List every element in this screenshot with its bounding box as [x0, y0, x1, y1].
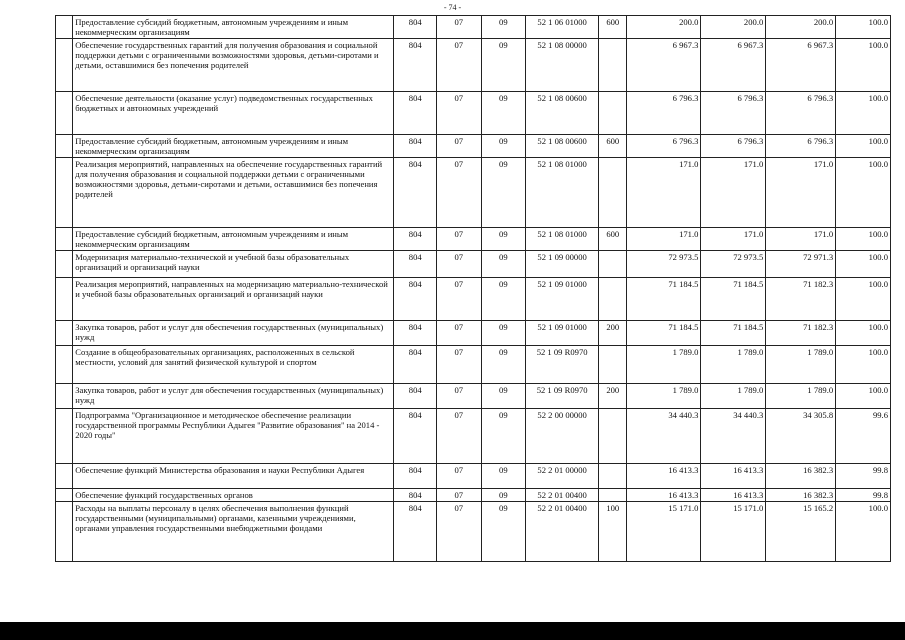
row-executed-amount: 34 305.8	[766, 409, 836, 464]
row-target-article: 52 2 00 00000	[526, 409, 599, 464]
row-section: 07	[436, 464, 481, 489]
table-row	[56, 228, 891, 251]
row-refined-amount: 15 171.0	[701, 502, 766, 562]
row-subsection: 09	[481, 346, 526, 384]
row-refined-amount: 71 184.5	[701, 321, 766, 346]
row-executed-amount: 6 967.3	[766, 39, 836, 92]
row-executed-amount: 171.0	[766, 158, 836, 228]
row-executed-amount: 6 796.3	[766, 135, 836, 158]
row-refined-amount: 6 796.3	[701, 135, 766, 158]
row-plan-amount: 6 796.3	[627, 92, 701, 135]
row-refined-amount: 171.0	[701, 228, 766, 251]
row-name: Модернизация материально-технической и учебной базы образовательных организаций и организаций науки	[73, 251, 394, 278]
row-percent: 100.0	[836, 158, 891, 228]
row-expense-type	[599, 489, 627, 502]
row-refined-amount: 16 413.3	[701, 489, 766, 502]
row-name: Обеспечение функций государственных органов	[73, 489, 394, 502]
row-margin-cell	[56, 346, 73, 384]
table-row	[56, 502, 891, 562]
table-row	[56, 384, 891, 409]
row-executed-amount: 171.0	[766, 228, 836, 251]
row-section: 07	[436, 16, 481, 39]
row-margin-cell	[56, 278, 73, 321]
row-section: 07	[436, 384, 481, 409]
row-expense-type	[599, 278, 627, 321]
row-section: 07	[436, 278, 481, 321]
row-target-article: 52 1 09 R0970	[526, 384, 599, 409]
table-row	[56, 409, 891, 464]
row-plan-amount: 1 789.0	[627, 384, 701, 409]
row-plan-amount: 16 413.3	[627, 464, 701, 489]
row-executed-amount: 72 971.3	[766, 251, 836, 278]
row-refined-amount: 171.0	[701, 158, 766, 228]
row-section: 07	[436, 92, 481, 135]
row-ved: 804	[394, 158, 437, 228]
table-row	[56, 489, 891, 502]
row-percent: 100.0	[836, 228, 891, 251]
row-plan-amount: 6 967.3	[627, 39, 701, 92]
row-percent: 100.0	[836, 251, 891, 278]
row-plan-amount: 15 171.0	[627, 502, 701, 562]
row-ved: 804	[394, 278, 437, 321]
row-executed-amount: 71 182.3	[766, 278, 836, 321]
row-subsection: 09	[481, 502, 526, 562]
row-ved: 804	[394, 464, 437, 489]
row-name: Расходы на выплаты персоналу в целях обеспечения выполнения функций государственными (муниципальными) органами, казенными учреждениями, органами управления государственными внебюджетными фондами	[73, 502, 394, 562]
row-subsection: 09	[481, 228, 526, 251]
row-target-article: 52 1 09 01000	[526, 321, 599, 346]
row-name: Предоставление субсидий бюджетным, автономным учреждениям и иным некоммерческим организациям	[73, 228, 394, 251]
row-plan-amount: 71 184.5	[627, 321, 701, 346]
row-expense-type: 600	[599, 228, 627, 251]
row-ved: 804	[394, 16, 437, 39]
row-executed-amount: 16 382.3	[766, 464, 836, 489]
row-ved: 804	[394, 39, 437, 92]
row-ved: 804	[394, 135, 437, 158]
row-name: Обеспечение государственных гарантий для получения образования и социальной поддержки детьми с ограниченными возможностями здоровья, детьми-сиротами и детьми, оставшимися без попечения родителей	[73, 39, 394, 92]
row-percent: 100.0	[836, 278, 891, 321]
row-section: 07	[436, 228, 481, 251]
row-margin-cell	[56, 502, 73, 562]
table-row	[56, 92, 891, 135]
row-target-article: 52 2 01 00000	[526, 464, 599, 489]
row-section: 07	[436, 346, 481, 384]
row-expense-type: 600	[599, 135, 627, 158]
row-name: Обеспечение функций Министерства образования и науки Республики Адыгея	[73, 464, 394, 489]
row-section: 07	[436, 135, 481, 158]
row-refined-amount: 1 789.0	[701, 384, 766, 409]
row-expense-type: 200	[599, 384, 627, 409]
row-section: 07	[436, 502, 481, 562]
row-executed-amount: 1 789.0	[766, 384, 836, 409]
row-section: 07	[436, 158, 481, 228]
row-plan-amount: 200.0	[627, 16, 701, 39]
row-margin-cell	[56, 251, 73, 278]
row-name: Реализация мероприятий, направленных на модернизацию материально-технической и учебной базы образовательных организаций и организаций науки	[73, 278, 394, 321]
row-target-article: 52 1 09 R0970	[526, 346, 599, 384]
row-refined-amount: 6 967.3	[701, 39, 766, 92]
row-section: 07	[436, 251, 481, 278]
row-subsection: 09	[481, 489, 526, 502]
row-name: Обеспечение деятельности (оказание услуг) подведомственных государственных бюджетных и автономных учреждений	[73, 92, 394, 135]
row-ved: 804	[394, 321, 437, 346]
row-subsection: 09	[481, 92, 526, 135]
table-row	[56, 39, 891, 92]
row-refined-amount: 6 796.3	[701, 92, 766, 135]
table-row	[56, 251, 891, 278]
row-section: 07	[436, 489, 481, 502]
row-margin-cell	[56, 92, 73, 135]
row-margin-cell	[56, 228, 73, 251]
row-refined-amount: 200.0	[701, 16, 766, 39]
row-percent: 99.8	[836, 489, 891, 502]
row-executed-amount: 1 789.0	[766, 346, 836, 384]
row-margin-cell	[56, 321, 73, 346]
row-target-article: 52 1 08 00600	[526, 92, 599, 135]
row-ved: 804	[394, 92, 437, 135]
row-section: 07	[436, 39, 481, 92]
row-target-article: 52 2 01 00400	[526, 502, 599, 562]
scan-border	[0, 622, 905, 640]
row-plan-amount: 34 440.3	[627, 409, 701, 464]
row-expense-type: 200	[599, 321, 627, 346]
row-ved: 804	[394, 228, 437, 251]
row-name: Предоставление субсидий бюджетным, автономным учреждениям и иным некоммерческим организациям	[73, 135, 394, 158]
row-executed-amount: 15 165.2	[766, 502, 836, 562]
row-name: Закупка товаров, работ и услуг для обеспечения государственных (муниципальных) нужд	[73, 384, 394, 409]
row-margin-cell	[56, 489, 73, 502]
row-expense-type	[599, 464, 627, 489]
row-margin-cell	[56, 16, 73, 39]
row-target-article: 52 1 09 01000	[526, 278, 599, 321]
row-percent: 100.0	[836, 16, 891, 39]
row-subsection: 09	[481, 409, 526, 464]
row-ved: 804	[394, 409, 437, 464]
row-ved: 804	[394, 251, 437, 278]
row-margin-cell	[56, 384, 73, 409]
row-plan-amount: 171.0	[627, 158, 701, 228]
row-target-article: 52 1 08 01000	[526, 228, 599, 251]
row-executed-amount: 6 796.3	[766, 92, 836, 135]
row-section: 07	[436, 409, 481, 464]
table-row	[56, 346, 891, 384]
row-subsection: 09	[481, 16, 526, 39]
row-plan-amount: 171.0	[627, 228, 701, 251]
row-plan-amount: 71 184.5	[627, 278, 701, 321]
row-executed-amount: 200.0	[766, 16, 836, 39]
row-percent: 99.8	[836, 464, 891, 489]
row-expense-type	[599, 92, 627, 135]
row-name: Закупка товаров, работ и услуг для обеспечения государственных (муниципальных) нужд	[73, 321, 394, 346]
row-refined-amount: 1 789.0	[701, 346, 766, 384]
row-refined-amount: 16 413.3	[701, 464, 766, 489]
row-plan-amount: 16 413.3	[627, 489, 701, 502]
row-expense-type	[599, 409, 627, 464]
row-margin-cell	[56, 135, 73, 158]
row-margin-cell	[56, 409, 73, 464]
row-refined-amount: 71 184.5	[701, 278, 766, 321]
row-expense-type	[599, 251, 627, 278]
row-subsection: 09	[481, 278, 526, 321]
row-percent: 100.0	[836, 321, 891, 346]
row-executed-amount: 71 182.3	[766, 321, 836, 346]
row-ved: 804	[394, 384, 437, 409]
table-row	[56, 278, 891, 321]
row-subsection: 09	[481, 464, 526, 489]
row-percent: 100.0	[836, 384, 891, 409]
row-percent: 100.0	[836, 92, 891, 135]
row-section: 07	[436, 321, 481, 346]
row-refined-amount: 72 973.5	[701, 251, 766, 278]
page-number: - 74 -	[443, 3, 462, 12]
row-margin-cell	[56, 39, 73, 92]
row-plan-amount: 1 789.0	[627, 346, 701, 384]
row-executed-amount: 16 382.3	[766, 489, 836, 502]
table-row	[56, 16, 891, 39]
row-expense-type	[599, 346, 627, 384]
row-subsection: 09	[481, 251, 526, 278]
row-target-article: 52 1 08 00000	[526, 39, 599, 92]
table-row	[56, 158, 891, 228]
row-target-article: 52 1 08 00600	[526, 135, 599, 158]
row-subsection: 09	[481, 384, 526, 409]
row-subsection: 09	[481, 39, 526, 92]
row-target-article: 52 1 09 00000	[526, 251, 599, 278]
table-row	[56, 464, 891, 489]
row-ved: 804	[394, 502, 437, 562]
table-row	[56, 321, 891, 346]
budget-table	[55, 15, 891, 562]
row-target-article: 52 1 06 01000	[526, 16, 599, 39]
row-ved: 804	[394, 346, 437, 384]
row-expense-type	[599, 158, 627, 228]
row-name: Создание в общеобразовательных организациях, расположенных в сельской местности, условий для занятий физической культурой и спортом	[73, 346, 394, 384]
row-subsection: 09	[481, 135, 526, 158]
row-margin-cell	[56, 158, 73, 228]
row-ved: 804	[394, 489, 437, 502]
row-plan-amount: 6 796.3	[627, 135, 701, 158]
row-expense-type	[599, 39, 627, 92]
row-name: Реализация мероприятий, направленных на обеспечение государственных гарантий для получения образования и социальной поддержки детьми с ограниченными возможностями здоровья, детьми-сиротами и детьми, оставшимися без попечения родителей	[73, 158, 394, 228]
row-percent: 100.0	[836, 135, 891, 158]
row-refined-amount: 34 440.3	[701, 409, 766, 464]
row-target-article: 52 2 01 00400	[526, 489, 599, 502]
row-percent: 100.0	[836, 39, 891, 92]
row-expense-type: 100	[599, 502, 627, 562]
row-subsection: 09	[481, 321, 526, 346]
table-row	[56, 135, 891, 158]
row-percent: 99.6	[836, 409, 891, 464]
row-name: Подпрограмма "Организационное и методическое обеспечение реализации государственной программы Республики Адыгея "Развитие образования" на 2014 - 2020 годы"	[73, 409, 394, 464]
row-subsection: 09	[481, 158, 526, 228]
row-name: Предоставление субсидий бюджетным, автономным учреждениям и иным некоммерческим организациям	[73, 16, 394, 39]
row-percent: 100.0	[836, 346, 891, 384]
row-expense-type: 600	[599, 16, 627, 39]
row-percent: 100.0	[836, 502, 891, 562]
row-target-article: 52 1 08 01000	[526, 158, 599, 228]
row-margin-cell	[56, 464, 73, 489]
row-plan-amount: 72 973.5	[627, 251, 701, 278]
